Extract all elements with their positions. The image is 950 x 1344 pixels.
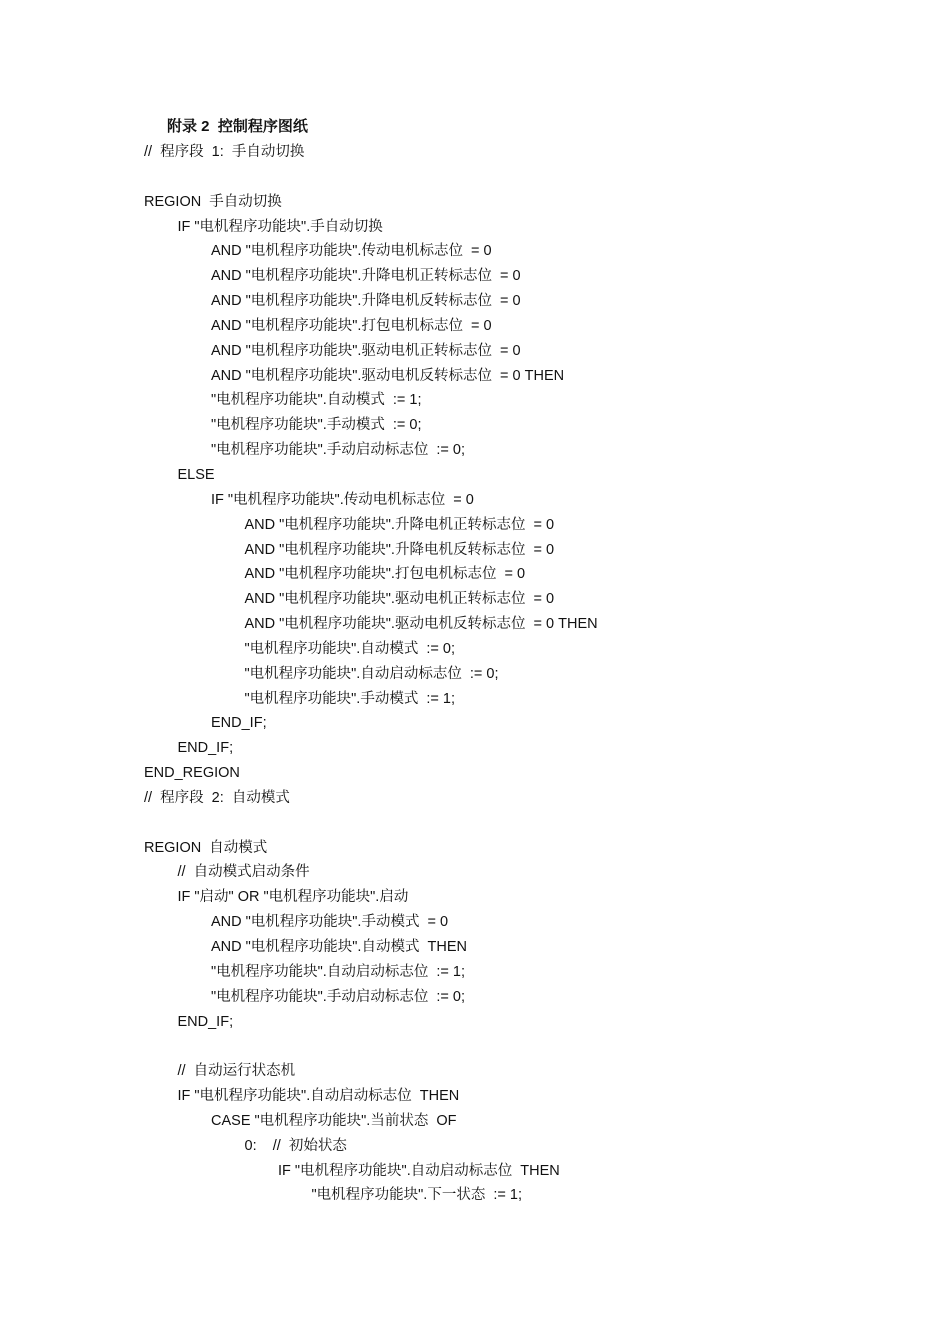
code-line: AND "电机程序功能块".传动电机标志位 = 0: [211, 243, 492, 260]
code-line: // 自动模式启动条件: [177, 864, 310, 881]
code-line: REGION 自动模式: [144, 839, 268, 856]
code-line: AND "电机程序功能块".升降电机反转标志位 = 0: [211, 293, 521, 310]
code-line: AND "电机程序功能块".升降电机反转标志位 = 0: [244, 541, 555, 558]
code-line: "电机程序功能块".自动启动标志位 := 1;: [211, 963, 465, 980]
code-line: // 自动运行状态机: [177, 1063, 296, 1080]
code-line: END_IF;: [211, 715, 267, 732]
code-line: IF "电机程序功能块".自动启动标志位 THEN: [177, 1088, 460, 1105]
code-line: "电机程序功能块".自动模式 := 1;: [211, 392, 422, 409]
code-line: IF "电机程序功能块".传动电机标志位 = 0: [211, 491, 474, 508]
code-line: IF "电机程序功能块".手自动切换: [177, 218, 383, 235]
code-line: "电机程序功能块".手动启动标志位 := 0;: [211, 988, 465, 1005]
code-line: IF "启动" OR "电机程序功能块".启动: [177, 889, 409, 906]
code-line: "电机程序功能块".下一状态 := 1;: [311, 1187, 522, 1204]
code-line: ELSE: [177, 466, 215, 483]
code-line: [144, 1034, 924, 1059]
code-line: AND "电机程序功能块".驱动电机正转标志位 = 0: [211, 342, 521, 359]
code-line: "电机程序功能块".手动模式 := 1;: [244, 690, 455, 707]
code-line: END_IF;: [177, 1013, 234, 1030]
appendix-title: 附录 2 控制程序图纸: [167, 118, 308, 135]
code-line: AND "电机程序功能块".打包电机标志位 = 0: [244, 566, 526, 583]
code-line: AND "电机程序功能块".驱动电机反转标志位 = 0 THEN: [244, 616, 598, 633]
code-line: [144, 165, 924, 190]
code-line: // 程序段 2: 自动模式: [144, 789, 290, 806]
code-line: IF "电机程序功能块".自动启动标志位 THEN: [278, 1162, 560, 1179]
code-line: CASE "电机程序功能块".当前状态 OF: [211, 1112, 457, 1129]
code-line: REGION 手自动切换: [144, 193, 282, 210]
code-line: [144, 811, 924, 836]
code-line: "电机程序功能块".自动模式 := 0;: [244, 640, 455, 657]
code-line: END_REGION: [144, 765, 240, 782]
code-listing: [144, 140, 924, 1208]
code-line: 0: // 初始状态: [244, 1137, 347, 1154]
code-line: "电机程序功能块".手动模式 := 0;: [211, 417, 422, 434]
code-line: AND "电机程序功能块".打包电机标志位 = 0: [211, 317, 492, 334]
code-line: AND "电机程序功能块".升降电机正转标志位 = 0: [244, 516, 555, 533]
code-line: AND "电机程序功能块".驱动电机反转标志位 = 0 THEN: [211, 367, 565, 384]
code-line: AND "电机程序功能块".升降电机正转标志位 = 0: [211, 268, 521, 285]
code-line: END_IF;: [177, 740, 234, 757]
code-line: AND "电机程序功能块".驱动电机正转标志位 = 0: [244, 591, 555, 608]
code-line: "电机程序功能块".自动启动标志位 := 0;: [244, 665, 499, 682]
code-line: // 程序段 1: 手自动切换: [144, 144, 305, 160]
code-line: AND "电机程序功能块".自动模式 THEN: [211, 939, 467, 955]
code-line: "电机程序功能块".手动启动标志位 := 0;: [211, 442, 465, 459]
code-line: AND "电机程序功能块".手动模式 = 0: [211, 914, 449, 931]
